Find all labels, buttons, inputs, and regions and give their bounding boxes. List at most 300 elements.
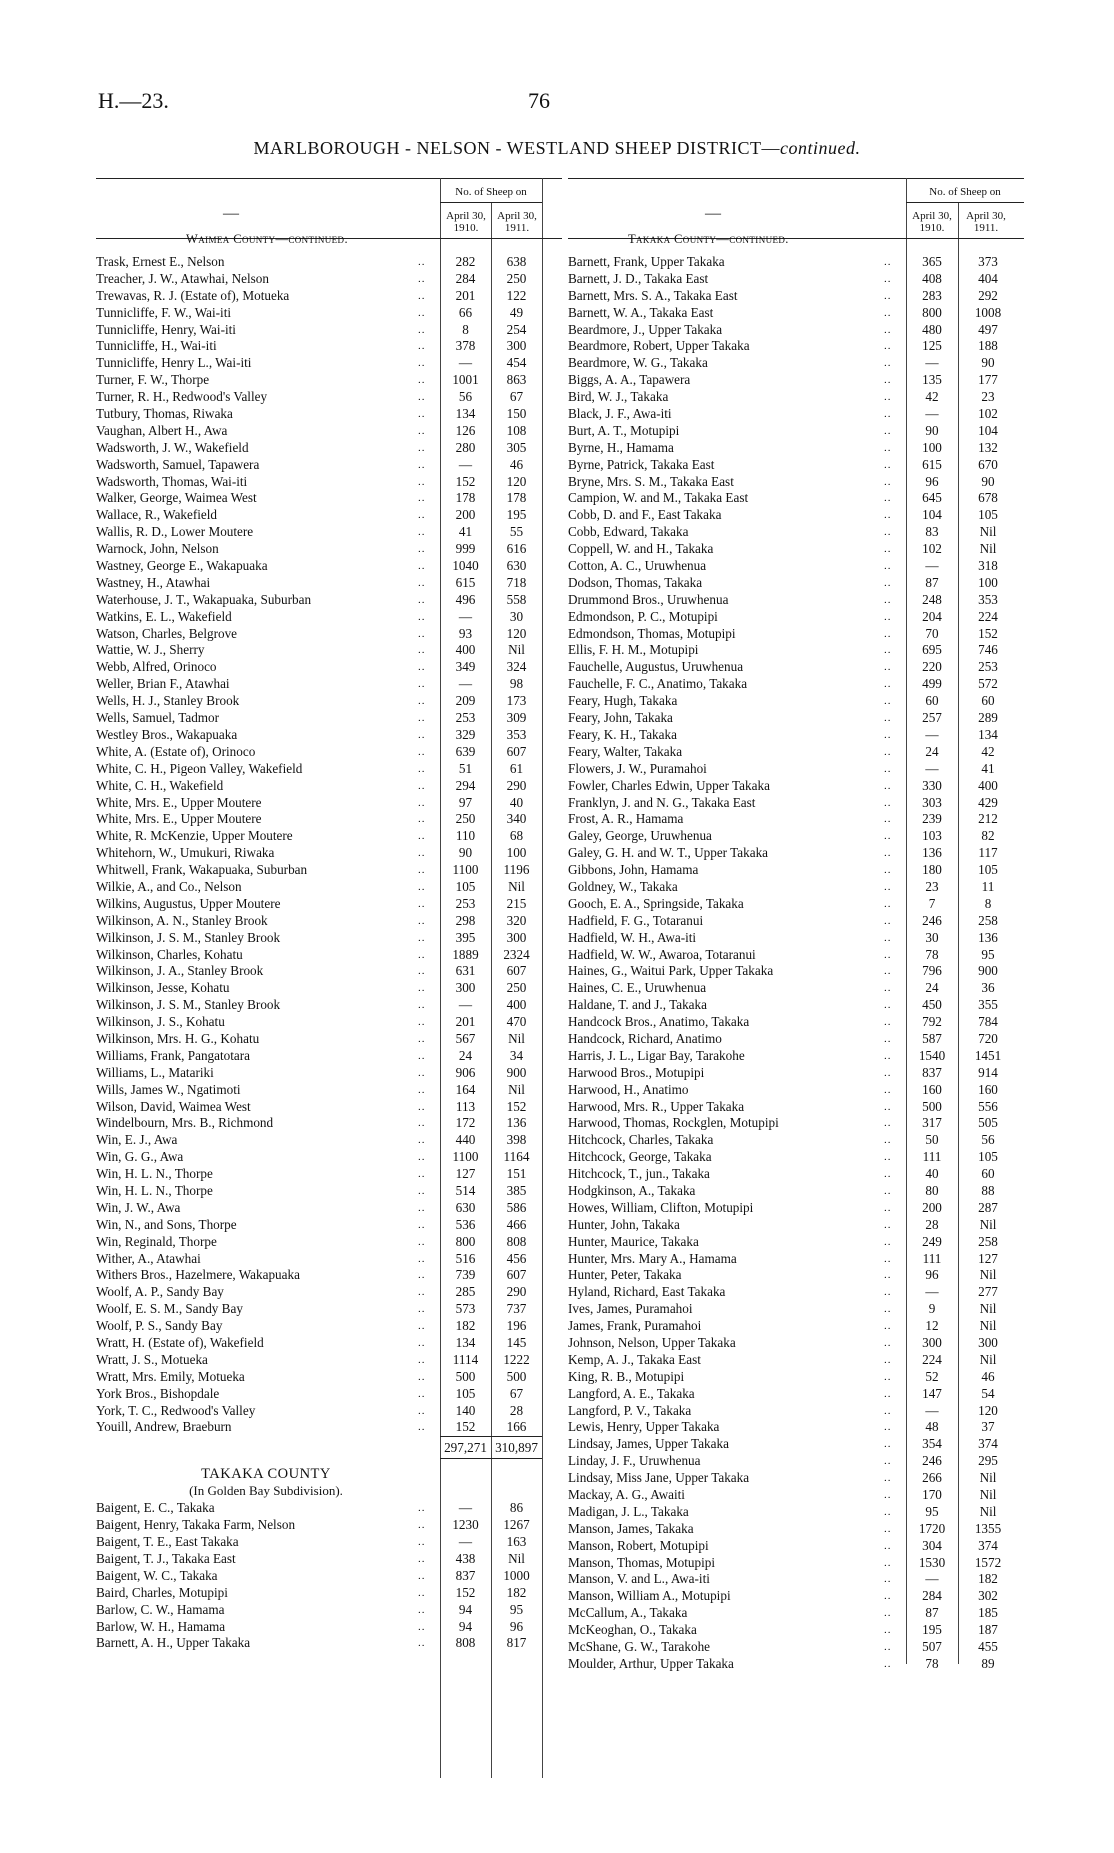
- leader-dots: ..: [418, 1620, 426, 1633]
- sheep-1910: 200: [455, 507, 476, 523]
- table-row: [96, 288, 562, 305]
- owner-name: Walker, George, Waimea West: [96, 490, 257, 506]
- sheep-1911: 718: [506, 574, 527, 590]
- sheep-1911: 607: [506, 963, 527, 979]
- sheep-1910: 1114: [452, 1351, 479, 1367]
- leader-dots: ..: [418, 1637, 426, 1650]
- owner-name: Cobb, Edward, Takaka: [568, 524, 689, 540]
- sheep-1911: 305: [506, 439, 527, 455]
- sheep-1910: 1100: [452, 862, 479, 878]
- owner-name: Fowler, Charles Edwin, Upper Takaka: [568, 777, 770, 793]
- sheep-1911: 102: [978, 406, 998, 422]
- sheep-1910: 1001: [452, 372, 479, 388]
- sheep-1911: 49: [509, 304, 524, 320]
- owner-name: Wilkins, Augustus, Upper Moutere: [96, 895, 281, 911]
- sheep-1910: 906: [455, 1064, 476, 1080]
- sheep-1910: 440: [455, 1132, 476, 1148]
- sheep-1910: —: [925, 355, 939, 371]
- owner-name: Hitchcock, George, Takaka: [568, 1149, 712, 1165]
- owner-name: Gooch, E. A., Springside, Takaka: [568, 895, 744, 911]
- owner-name: James, Frank, Puramahoi: [568, 1318, 702, 1334]
- owner-name: Tunnicliffe, Henry L., Wai-iti: [96, 355, 252, 371]
- sheep-1910: 170: [922, 1487, 942, 1503]
- owner-name: Webb, Alfred, Orinoco: [96, 659, 217, 675]
- leader-dots: ..: [884, 880, 892, 893]
- owner-name: Woolf, A. P., Sandy Bay: [96, 1284, 224, 1300]
- leader-dots: ..: [884, 272, 892, 285]
- owner-name: Warnock, John, Nelson: [96, 541, 219, 557]
- sheep-1910: 96: [925, 1267, 939, 1283]
- sheep-1910: 94: [458, 1601, 473, 1617]
- owner-name: McShane, G. W., Tarakohe: [568, 1639, 711, 1655]
- owner-name: Feary, Hugh, Takaka: [568, 693, 678, 709]
- sheep-1910: 103: [922, 828, 942, 844]
- sheep-1910: 500: [455, 1368, 476, 1384]
- table-row: [96, 626, 562, 643]
- owner-name: Fauchelle, F. C., Anatimo, Takaka: [568, 676, 748, 692]
- sheep-1910: —: [458, 355, 473, 371]
- sheep-1911: 258: [978, 1233, 998, 1249]
- sheep-1910: 12: [925, 1318, 939, 1334]
- sheep-1911: 630: [506, 558, 527, 574]
- sheep-1910: 257: [922, 710, 942, 726]
- owner-name: Watkins, E. L., Wakefield: [96, 608, 232, 624]
- leader-dots: ..: [884, 1641, 892, 1654]
- total-rule: [440, 1458, 542, 1459]
- leader-dots: ..: [418, 1117, 426, 1130]
- table-row: [568, 761, 1024, 778]
- sheep-1911: 150: [506, 406, 527, 422]
- table-row: [96, 389, 562, 406]
- owner-name: Turner, F. W., Thorpe: [96, 372, 210, 388]
- sheep-1911: 404: [978, 270, 998, 286]
- owner-name: Hadfield, W. H., Awa-iti: [568, 929, 697, 945]
- table-row: [568, 1605, 1024, 1622]
- sheep-1910: 480: [922, 321, 942, 337]
- leader-dots: ..: [884, 1590, 892, 1603]
- sheep-1911: 385: [506, 1182, 527, 1198]
- table-row: [96, 1619, 562, 1636]
- leader-dots: ..: [884, 1269, 892, 1282]
- owner-name: Edmondson, Thomas, Motupipi: [568, 625, 736, 641]
- table-row: [568, 1470, 1024, 1487]
- sheep-1910: 111: [922, 1149, 942, 1165]
- owner-name: Wratt, H. (Estate of), Wakefield: [96, 1335, 264, 1350]
- page-title: [0, 138, 1114, 159]
- sheep-1911: 60: [981, 693, 995, 709]
- sheep-1910: —: [458, 1500, 473, 1516]
- leader-dots: ..: [884, 1522, 892, 1535]
- sheep-1910: 514: [455, 1182, 476, 1198]
- sheep-1910: 354: [922, 1436, 942, 1452]
- table-row: [568, 322, 1024, 339]
- sheep-1910: 127: [455, 1166, 476, 1182]
- owner-name: Withers Bros., Hazelmere, Wakapuaka: [96, 1267, 300, 1283]
- sheep-1910: 500: [922, 1098, 942, 1114]
- leader-dots: ..: [418, 1519, 426, 1532]
- sheep-1910: 110: [455, 828, 476, 844]
- sheep-1911: 132: [978, 439, 998, 455]
- sheep-1911: 166: [506, 1419, 527, 1435]
- sheep-1910: 1889: [452, 946, 479, 962]
- leader-dots: ..: [418, 1603, 426, 1616]
- leader-dots: ..: [884, 712, 892, 725]
- sheep-1910: 1720: [918, 1520, 946, 1536]
- sheep-1910: 147: [922, 1385, 942, 1401]
- owner-name: Barnett, Mrs. S. A., Takaka East: [568, 287, 738, 303]
- sheep-1910: —: [458, 456, 473, 472]
- table-row: [96, 1149, 562, 1166]
- leader-dots: ..: [418, 897, 426, 910]
- owner-name: Wither, A., Atawhai: [96, 1250, 201, 1266]
- table-row: [568, 1436, 1024, 1453]
- leader-dots: ..: [418, 1151, 426, 1164]
- sheep-1910: 201: [455, 1014, 476, 1030]
- owner-name: Beardmore, J., Upper Takaka: [568, 321, 723, 337]
- leader-dots: ..: [884, 340, 892, 353]
- sheep-1910: 87: [925, 1605, 939, 1621]
- sheep-1911: 505: [978, 1115, 998, 1131]
- sheep-1910: 24: [925, 980, 939, 996]
- table-row: [568, 1419, 1024, 1436]
- sheep-1911: 195: [506, 507, 527, 523]
- sheep-1911: 145: [506, 1335, 527, 1350]
- table-row: [568, 1369, 1024, 1386]
- owner-name: Baigent, E. C., Takaka: [96, 1500, 215, 1516]
- leader-dots: ..: [418, 695, 426, 708]
- sheep-1911: 105: [978, 862, 998, 878]
- table-row: [568, 541, 1024, 558]
- leader-dots: ..: [418, 306, 426, 319]
- sheep-1910: 83: [925, 524, 939, 540]
- sheep-1911: 456: [506, 1250, 527, 1266]
- sheep-1910: 499: [922, 676, 942, 692]
- owner-name: Win, J. W., Awa: [96, 1199, 181, 1215]
- sheep-1911: 127: [978, 1250, 998, 1266]
- table-row: [96, 322, 562, 339]
- owner-name: Hunter, Peter, Takaka: [568, 1267, 682, 1283]
- owner-name: Wilkinson, Charles, Kohatu: [96, 946, 243, 962]
- sheep-1911: 46: [981, 1368, 995, 1384]
- leader-dots: ..: [884, 864, 892, 877]
- table-row: [96, 1517, 562, 1534]
- leader-dots: ..: [884, 391, 892, 404]
- sheep-1910: 160: [922, 1081, 942, 1097]
- col-1910-header: April 30, 1910.: [912, 210, 952, 234]
- total-row: [96, 1436, 562, 1462]
- sheep-1910: 298: [455, 912, 476, 928]
- table-row: [568, 1352, 1024, 1369]
- table-row: [96, 1251, 562, 1268]
- table-row: [96, 1585, 562, 1602]
- owner-name: Langford, A. E., Takaka: [568, 1385, 695, 1401]
- sheep-1911: 98: [509, 676, 524, 692]
- sheep-1911: 900: [978, 963, 998, 979]
- leader-dots: ..: [418, 864, 426, 877]
- sheep-1910: 615: [455, 574, 476, 590]
- takaka-rows: [96, 1500, 562, 1652]
- sheep-1910: 378: [455, 338, 476, 354]
- table-row: [568, 795, 1024, 812]
- leader-dots: ..: [884, 1657, 892, 1670]
- leader-dots: ..: [884, 543, 892, 556]
- owner-name: Lindsay, Miss Jane, Upper Takaka: [568, 1470, 750, 1486]
- leader-dots: ..: [418, 610, 426, 623]
- sheep-1910: 113: [455, 1098, 476, 1114]
- sheep-1911: 1572: [974, 1554, 1002, 1570]
- owner-name: Goldney, W., Takaka: [568, 878, 678, 894]
- leader-dots: ..: [418, 796, 426, 809]
- sheep-1910: 438: [455, 1551, 476, 1567]
- sheep-1910: 70: [925, 625, 939, 641]
- sheep-1911: Nil: [979, 541, 997, 557]
- owner-name: Wattie, W. J., Sherry: [96, 642, 205, 658]
- table-row: [568, 1453, 1024, 1470]
- sheep-1911: 253: [978, 659, 998, 675]
- owner-name: Hadfield, F. G., Totaranui: [568, 912, 704, 928]
- owner-name: Galey, G. H. and W. T., Upper Takaka: [568, 845, 769, 861]
- table-row: [568, 372, 1024, 389]
- table-row: [568, 1284, 1024, 1301]
- owner-name: Manson, Thomas, Motupipi: [568, 1554, 716, 1570]
- sheep-1910: 284: [922, 1588, 942, 1604]
- owner-name: Bryne, Mrs. S. M., Takaka East: [568, 473, 734, 489]
- leader-dots: ..: [418, 1303, 426, 1316]
- owner-name: Win, E. J., Awa: [96, 1132, 178, 1148]
- sheep-1911: 28: [509, 1402, 524, 1418]
- owner-name: Manson, Robert, Motupipi: [568, 1537, 709, 1553]
- table-row: [96, 1419, 562, 1436]
- owner-name: York Bros., Bishopdale: [96, 1385, 220, 1401]
- owner-name: Williams, L., Matariki: [96, 1064, 214, 1080]
- sheep-1910: 253: [455, 895, 476, 911]
- table-row: [96, 474, 562, 491]
- leader-dots: ..: [884, 1032, 892, 1045]
- leader-dots: ..: [418, 1387, 426, 1400]
- sheep-1911: 340: [506, 811, 527, 827]
- title-continued: continued.: [780, 138, 861, 158]
- table-row: [568, 288, 1024, 305]
- table-row: [96, 524, 562, 541]
- owner-name: Baigent, W. C., Takaka: [96, 1567, 218, 1583]
- table-row: [96, 828, 562, 845]
- table-row: [96, 457, 562, 474]
- table-row: [96, 1166, 562, 1183]
- leader-dots: ..: [418, 627, 426, 640]
- owner-name: Feary, Walter, Takaka: [568, 743, 683, 759]
- sheep-1911: 808: [506, 1233, 527, 1249]
- sheep-1911: 586: [506, 1199, 527, 1215]
- leader-dots: ..: [418, 745, 426, 758]
- col-1911-header: April 30, 1911.: [966, 210, 1006, 234]
- table-row: [96, 372, 562, 389]
- sheep-1910: 220: [922, 659, 942, 675]
- sheep-1911: 1222: [503, 1351, 530, 1367]
- sheep-1911: 41: [981, 760, 995, 776]
- owner-name: Barlow, C. W., Hamama: [96, 1601, 225, 1617]
- leader-dots: ..: [418, 813, 426, 826]
- leader-dots: ..: [884, 1337, 892, 1349]
- sheep-1911: Nil: [508, 642, 525, 658]
- table-row: [96, 930, 562, 947]
- table-row: [568, 406, 1024, 423]
- page-number: 76: [528, 88, 550, 113]
- sheep-1910: 136: [922, 845, 942, 861]
- owner-name: Wadsworth, Samuel, Tapawera: [96, 456, 260, 472]
- sheep-1910: —: [458, 676, 473, 692]
- sheep-1911: 678: [978, 490, 998, 506]
- owner-name: King, R. B., Motupipi: [568, 1368, 685, 1384]
- table-row: [96, 1635, 562, 1652]
- owner-name: McCallum, A., Takaka: [568, 1605, 688, 1621]
- table-row: [96, 1403, 562, 1420]
- sheep-1911: Nil: [979, 1216, 997, 1232]
- table-row: [96, 778, 562, 795]
- table-row: [96, 1602, 562, 1619]
- sheep-1910: 408: [922, 270, 942, 286]
- sheep-1910: —: [458, 1534, 473, 1550]
- owner-name: Wratt, Mrs. Emily, Motueka: [96, 1368, 245, 1384]
- sheep-1910: 97: [458, 794, 473, 810]
- owner-name: Whitwell, Frank, Wakapuaka, Suburban: [96, 862, 308, 878]
- table-row: [568, 1588, 1024, 1605]
- sheep-1911: 300: [506, 929, 527, 945]
- sheep-1910: 105: [455, 878, 476, 894]
- owner-name: Haines, C. E., Uruwhenua: [568, 980, 707, 996]
- owner-name: Harwood, Mrs. R., Upper Takaka: [568, 1098, 745, 1114]
- sheep-1911: 100: [506, 845, 527, 861]
- sheep-1911: 558: [506, 591, 527, 607]
- table-row: [96, 710, 562, 727]
- table-row: [96, 862, 562, 879]
- sheep-1910: 400: [455, 642, 476, 658]
- sheep-1911: 120: [506, 625, 527, 641]
- sheep-1910: 41: [458, 524, 473, 540]
- sheep-1910: 999: [455, 541, 476, 557]
- sheep-1911: 374: [978, 1436, 998, 1452]
- leader-dots: ..: [418, 475, 426, 488]
- owner-name: Wallace, R., Wakefield: [96, 507, 218, 523]
- table-row: [96, 355, 562, 372]
- sheep-1910: 28: [925, 1216, 939, 1232]
- leader-dots: ..: [418, 272, 426, 285]
- sheep-1910: 66: [458, 304, 473, 320]
- leader-dots: ..: [884, 1218, 892, 1231]
- sheep-1911: 56: [981, 1132, 995, 1148]
- leader-dots: ..: [418, 1370, 426, 1383]
- owner-name: Mackay, A. G., Awaiti: [568, 1487, 685, 1503]
- sheep-1910: 204: [922, 608, 942, 624]
- owner-name: Kemp, A. J., Takaka East: [568, 1351, 701, 1367]
- owner-name: Hitchcock, T., jun., Takaka: [568, 1166, 710, 1182]
- sheep-1910: 152: [455, 1584, 476, 1600]
- leader-dots: ..: [418, 1184, 426, 1197]
- table-row: [96, 1217, 562, 1234]
- table-row: [568, 609, 1024, 626]
- owner-name: Byrne, H., Hamama: [568, 439, 674, 455]
- sheep-1911: 277: [978, 1284, 998, 1300]
- owner-name: Barlow, W. H., Hamama: [96, 1618, 226, 1634]
- owner-name: Wilkinson, J. S. M., Stanley Brook: [96, 997, 281, 1013]
- sheep-1911: 500: [506, 1368, 527, 1384]
- table-top-rule: [568, 178, 1024, 179]
- table-row: [568, 727, 1024, 744]
- sheep-1911: 470: [506, 1014, 527, 1030]
- table-row: [96, 1318, 562, 1335]
- sheep-1911: 188: [978, 338, 998, 354]
- leader-dots: ..: [884, 999, 892, 1012]
- table-row: [96, 423, 562, 440]
- sheep-1911: 400: [978, 777, 998, 793]
- sheep-1910: 248: [922, 591, 942, 607]
- leader-dots: ..: [884, 1252, 892, 1265]
- sheep-1910: 246: [922, 912, 942, 928]
- table-row: [96, 1014, 562, 1031]
- owner-name: Coppell, W. and H., Takaka: [568, 541, 714, 557]
- table-row: [96, 896, 562, 913]
- table-row: [96, 642, 562, 659]
- leader-dots: ..: [884, 779, 892, 792]
- table-row: [568, 524, 1024, 541]
- owner-name: White, C. H., Pigeon Valley, Wakefield: [96, 760, 303, 776]
- sheep-1910: 280: [455, 439, 476, 455]
- owner-name: Hunter, Maurice, Takaka: [568, 1233, 699, 1249]
- leader-dots: ..: [418, 914, 426, 927]
- sheep-1911: 212: [978, 811, 998, 827]
- leader-dots: ..: [884, 1303, 892, 1316]
- table-row: [568, 862, 1024, 879]
- leader-dots: ..: [418, 948, 426, 961]
- leader-dots: ..: [884, 1455, 892, 1468]
- sheep-1911: 54: [981, 1385, 995, 1401]
- owner-name: Wadsworth, Thomas, Wai-iti: [96, 473, 248, 489]
- sheep-1910: 365: [922, 254, 942, 269]
- table-row: [96, 744, 562, 761]
- sheep-1910: —: [925, 760, 939, 776]
- sheep-1910: 317: [922, 1115, 942, 1131]
- sheep-1910: 105: [455, 1385, 476, 1401]
- sheep-1911: 497: [978, 321, 998, 337]
- leader-dots: ..: [418, 728, 426, 741]
- sheep-1911: 177: [978, 372, 998, 388]
- leader-dots: ..: [418, 1586, 426, 1599]
- owner-name: Baigent, Henry, Takaka Farm, Nelson: [96, 1517, 296, 1533]
- owner-name: Woolf, P. S., Sandy Bay: [96, 1318, 223, 1334]
- leader-dots: ..: [884, 1539, 892, 1552]
- sheep-1911: 374: [978, 1537, 998, 1553]
- sheep-1911: 300: [506, 338, 527, 354]
- sheep-1911: 40: [509, 794, 524, 810]
- sheep-1910: 573: [455, 1301, 476, 1317]
- leader-dots: ..: [418, 593, 426, 606]
- table-row: [568, 659, 1024, 676]
- table-row: [568, 1200, 1024, 1217]
- leader-dots: ..: [418, 526, 426, 539]
- table-row: [568, 626, 1024, 643]
- sheep-1910: 1530: [918, 1554, 946, 1570]
- table-row: [568, 1403, 1024, 1420]
- table-row: [568, 1048, 1024, 1065]
- table-row: [96, 1183, 562, 1200]
- leader-dots: ..: [418, 576, 426, 589]
- sheep-1910: 507: [922, 1639, 942, 1655]
- sheep-1910: 182: [455, 1318, 476, 1334]
- sheep-1910: 450: [922, 997, 942, 1013]
- table-row: [568, 1555, 1024, 1572]
- owner-name: Tunnicliffe, H., Wai-iti: [96, 338, 217, 354]
- sheep-1910: 304: [922, 1537, 942, 1553]
- table-row: [568, 693, 1024, 710]
